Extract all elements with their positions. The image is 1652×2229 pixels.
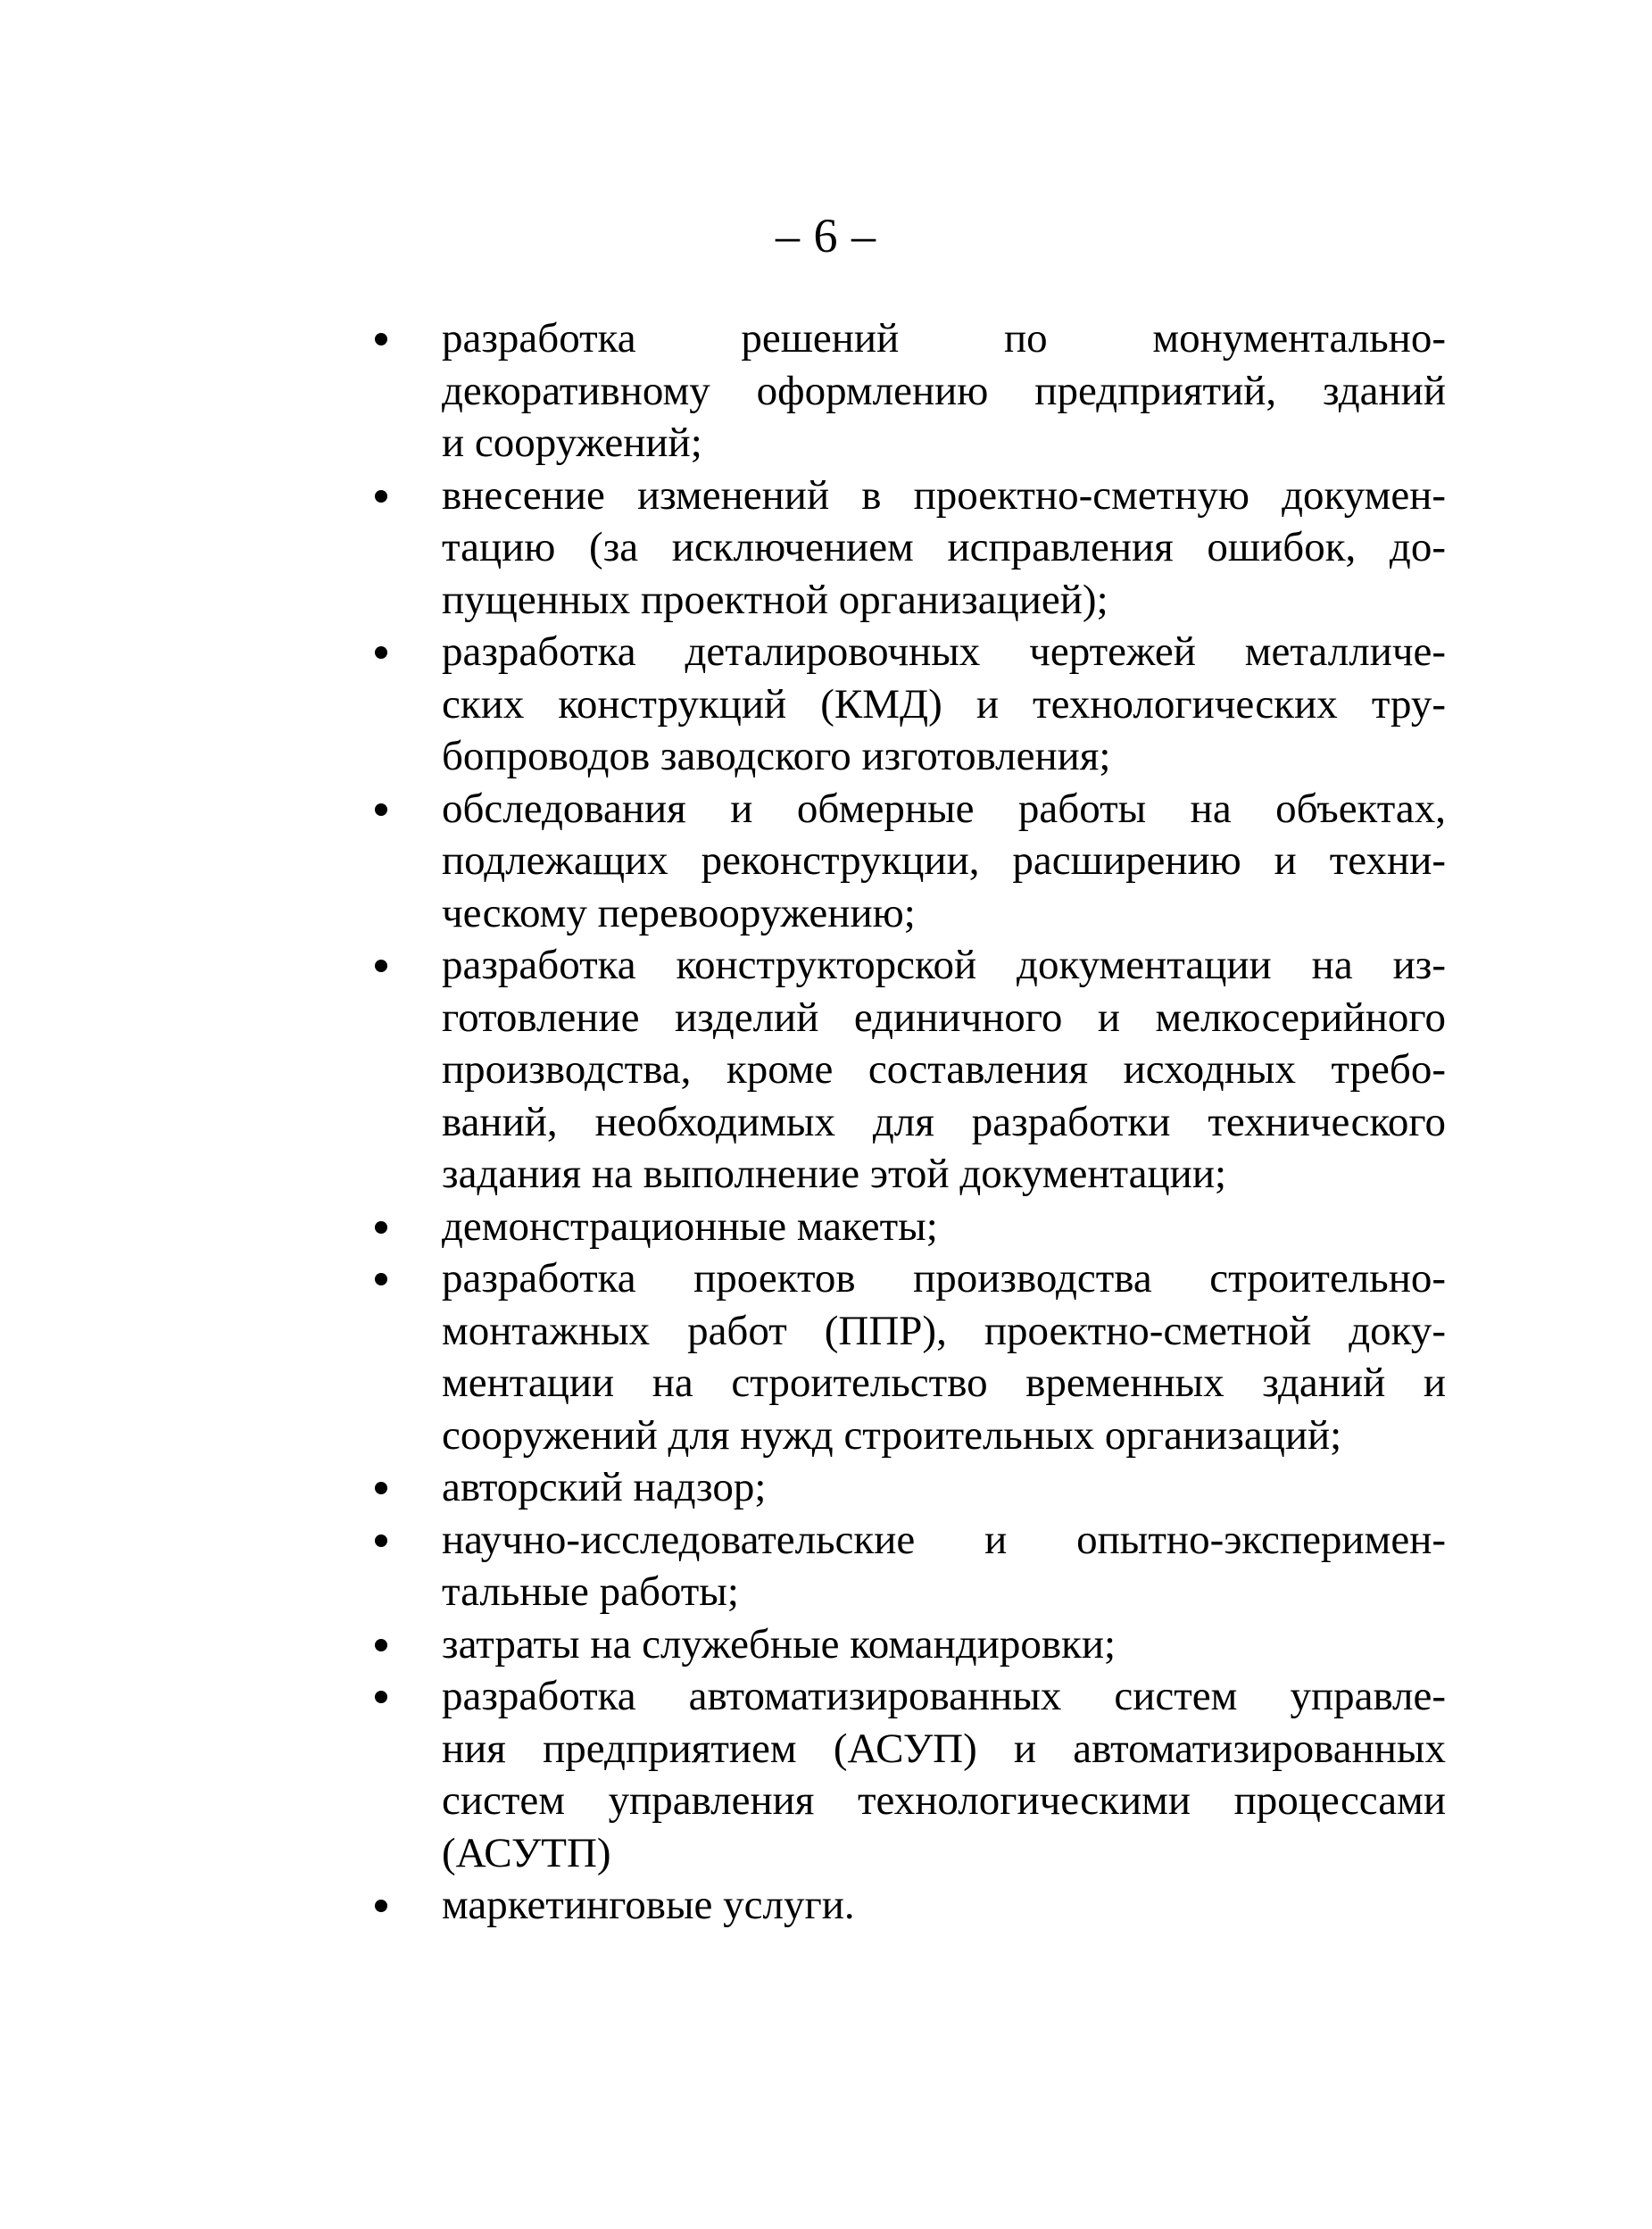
bullet-icon [375, 1639, 387, 1651]
list-item-line: научно-исследовательские и опытно-эксперимен- [442, 1516, 1446, 1563]
bullet-icon [375, 960, 387, 972]
bullet-icon [375, 1691, 387, 1703]
list-item [366, 1618, 1446, 1671]
bullet-icon [375, 1221, 387, 1234]
list-item-line: ческому перевооружению; [442, 889, 916, 936]
list-item [366, 1514, 1446, 1618]
list-item-line: сооружений для нужд строительных организаций; [442, 1411, 1342, 1459]
bullet-icon [375, 646, 387, 659]
list-item-line: разработка проектов производства строительно- [442, 1255, 1446, 1302]
bullet-list [366, 312, 1446, 1932]
list-item-line: ваний, необходимых для разработки технического [442, 1098, 1446, 1145]
bullet-icon [375, 333, 387, 345]
list-item-line: ментации на строительство временных зданий и [442, 1360, 1446, 1406]
list-item-line: систем управления технологическими процессами [442, 1777, 1446, 1824]
list-item-line: внесение изменений в проектно-сметную докумен- [442, 471, 1446, 519]
list-item-line: пущенных проектной организацией); [442, 576, 1108, 623]
list-item [366, 1879, 1446, 1932]
list-item [366, 312, 1446, 470]
list-item-line: разработка деталировочных чертежей металличе- [442, 628, 1446, 675]
list-item [366, 1461, 1446, 1514]
bullet-icon [375, 1535, 387, 1547]
list-item-line: авторский надзор; [442, 1464, 767, 1510]
list-item [366, 1201, 1446, 1253]
list-item [366, 626, 1446, 783]
list-item-line: бопроводов заводского изготовления; [442, 733, 1111, 779]
list-item [366, 1252, 1446, 1461]
list-item-line: затраты на служебные командировки; [442, 1620, 1117, 1668]
list-item-line: монтажных работ (ППР), проектно-сметной доку- [442, 1307, 1446, 1354]
list-item-line: готовление изделий единичного и мелкосерийного [442, 994, 1446, 1041]
list-item-line: демонстрационные макеты; [442, 1202, 938, 1250]
list-item [366, 470, 1446, 627]
list-item-line: декоративному оформлению предприятий, зданий [442, 367, 1446, 414]
list-item-line: (АСУТП) [442, 1829, 611, 1876]
list-item-line: производства, кроме составления исходных требо- [442, 1046, 1446, 1093]
list-item-line: подлежащих реконструкции, расширению и техни- [442, 837, 1446, 884]
bullet-icon [375, 490, 387, 503]
bullet-icon [375, 1273, 387, 1285]
bullet-icon [375, 1900, 387, 1912]
list-item-line: маркетинговые услуги. [442, 1882, 855, 1928]
list-item-line: задания на выполнение этой документации; [442, 1151, 1227, 1197]
page-number: – 6 – [776, 209, 876, 262]
list-item [366, 783, 1446, 940]
list-item-line: разработка решений по монументально- [442, 315, 1446, 362]
bullet-icon [375, 1482, 387, 1494]
bullet-icon [375, 803, 387, 816]
list-item-line: тальные работы; [442, 1568, 739, 1615]
list-item [366, 939, 1446, 1201]
list-item-line: разработка автоматизированных систем управле- [442, 1673, 1446, 1719]
list-item-line: разработка конструкторской документации на из- [442, 942, 1446, 988]
list-item-line: тацию (за исключением исправления ошибок, до- [442, 524, 1446, 570]
list-item-line: и сооружений; [442, 420, 702, 466]
list-item [366, 1670, 1446, 1879]
list-item-line: ния предприятием (АСУП) и автоматизированных [442, 1725, 1446, 1772]
list-item-line: ских конструкций (КМД) и технологических тру- [442, 680, 1446, 728]
list-item-line: обследования и обмерные работы на объектах, [442, 785, 1446, 832]
